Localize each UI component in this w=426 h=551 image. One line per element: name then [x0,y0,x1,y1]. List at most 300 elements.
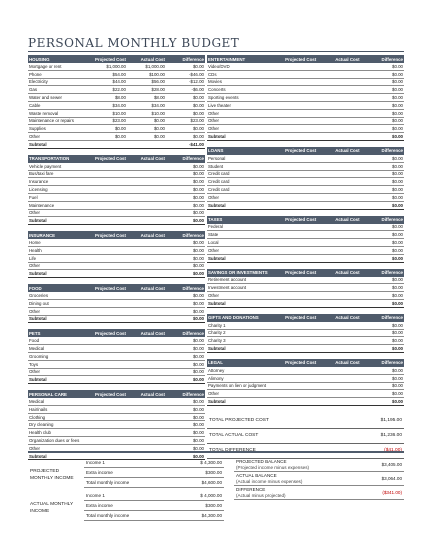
difference: $0.00 [192,300,204,306]
column-header: Projected Cost [285,56,317,62]
difference: $0.00 [392,202,404,208]
subtotal-row [207,133,404,141]
actual-cost: $8.00 [153,95,165,101]
section-header [28,155,205,163]
difference: $0.00 [192,210,204,216]
difference: $0.00 [392,163,404,169]
difference: $0.00 [192,194,204,200]
row-label: Mortgage or rent [29,63,62,69]
difference: $0.00 [192,102,204,108]
column-header: Projected Cost [94,232,126,238]
table-row [207,171,404,179]
total-value: $1,236.00 [380,433,402,439]
actual-cost: $10.00 [151,110,165,116]
column-header: Difference [381,217,404,223]
subtotal-row [207,398,404,406]
row-label: Medical [29,346,45,351]
balance-note: (Actual minus projected) [236,492,286,498]
projected-cost: $54.00 [112,71,126,77]
difference: $0.00 [392,285,404,291]
table-row [28,361,205,369]
difference: $0.00 [192,95,204,101]
budget-section-pets [28,329,205,384]
row-label: Electricity [29,79,48,85]
projected-cost: $0.00 [114,126,126,132]
section-header [207,55,404,63]
actual-cost: $56.00 [151,79,165,85]
income-value: $4,600.00 [201,480,222,485]
subtotal-row [28,270,205,278]
budget-section-personal-care [28,390,205,460]
difference: $0.00 [392,277,404,283]
difference: $0.00 [392,87,404,93]
table-row [207,292,404,300]
table-row [28,308,205,316]
row-label: Payments on lien or judgment [208,383,267,389]
subtotal-row [28,217,205,225]
row-label: Licensing [29,187,48,193]
difference: $0.00 [192,422,204,428]
row-label: Other [208,110,219,116]
table-row [28,247,205,255]
column-header: Actual Cost [335,148,360,154]
table-row [207,390,404,398]
table-row [28,163,205,171]
table-row [207,155,404,163]
difference: -$46.00 [189,71,204,77]
column-header: Projected Cost [285,148,317,154]
column-header: Projected Cost [285,217,317,223]
table-row [207,94,404,102]
difference: $0.00 [392,398,404,404]
column-header: Projected Cost [94,285,126,291]
difference: $0.00 [392,171,404,177]
table-row [207,247,404,255]
table-row [28,171,205,179]
total-value: $1,195.00 [380,418,402,424]
row-label: Charity 2 [208,330,226,336]
table-row [28,125,205,133]
row-label: State [208,232,219,238]
projected-cost: $22.00 [112,87,126,93]
table-row [207,63,404,71]
table-row [28,292,205,300]
difference: $0.00 [192,361,204,367]
row-label: Life [29,255,37,261]
subtotal-row [28,141,205,149]
column-header: Difference [381,56,404,62]
row-label: Cable [29,102,41,108]
income-label: Extra income [86,470,113,475]
column-header: Projected Cost [285,360,317,366]
column-header: Difference [182,285,204,291]
budget-section-savings-or-investments [207,269,404,308]
row-label: Other [29,210,40,216]
section-title: INSURANCE [29,232,56,238]
projected-label-line2: MONTHLY INCOME [30,476,74,481]
section-header [28,329,205,337]
income-label: Total monthly income [86,480,130,485]
balance-note: (Projected income minus expenses) [236,464,310,470]
balance-row [234,472,404,486]
summary-divider [28,451,404,453]
left-column [28,55,205,466]
difference: $0.00 [192,398,204,404]
difference: $0.00 [192,453,204,459]
section-header [28,390,205,398]
income-row [84,468,224,478]
budget-section-insurance [28,231,205,278]
column-header: Difference [182,56,204,62]
difference: $0.00 [392,95,404,101]
difference: $0.00 [392,247,404,253]
column-header: Difference [182,156,204,162]
difference: $0.00 [192,406,204,412]
table-row [207,178,404,186]
income-row [84,491,224,501]
difference: $0.00 [192,110,204,116]
difference: $0.00 [392,322,404,328]
row-label: Fuel [29,194,38,200]
table-row [28,79,205,87]
row-label: Home [29,240,41,246]
table-row [207,322,404,330]
difference: $0.00 [192,202,204,208]
row-label: Other [29,369,40,375]
table-row [28,239,205,247]
difference: $0.00 [392,391,404,397]
difference: $0.00 [192,353,204,359]
column-header: Actual Cost [335,315,360,321]
table-row [207,125,404,133]
row-label: Other [208,118,219,124]
row-label: Other [208,194,219,200]
row-label: Personal [208,155,226,161]
table-row [28,353,205,361]
row-label: Retirement account [208,277,247,283]
row-label: Maintenance or repairs [29,118,74,124]
row-label: Credit card [208,179,230,185]
column-header: Actual Cost [140,56,165,62]
income-row [84,458,224,468]
table-row [207,239,404,247]
difference: $0.00 [392,155,404,161]
difference: -$6.00 [191,87,204,93]
row-label: Subtotal [208,134,226,140]
table-row [28,186,205,194]
difference: $0.00 [392,300,404,306]
row-label: Other [208,391,219,397]
table-row [207,110,404,118]
row-label: Concerts [208,87,226,93]
row-label: Other [208,126,219,132]
difference: $0.00 [192,218,204,224]
row-label: Other [29,445,40,451]
column-header: Difference [182,330,204,336]
section-title: TRANSPORTATION [29,156,70,162]
table-row [207,231,404,239]
section-header [207,216,404,224]
row-label: Supplies [29,126,46,132]
table-row [28,398,205,406]
balance-row [234,458,404,472]
row-label: Subtotal [208,202,226,208]
row-label: Other [208,293,219,299]
row-label: Sporting events [208,95,239,101]
row-label: Health [29,247,42,253]
balance-label [234,487,360,498]
difference: $0.00 [392,187,404,193]
section-header [28,284,205,292]
balance-title: PROJECTED BALANCE [236,459,287,464]
difference: $0.00 [192,346,204,351]
difference: $0.00 [392,194,404,200]
difference: $0.00 [192,247,204,253]
subtotal-row [207,300,404,308]
budget-section-loans [207,147,404,210]
column-header: Actual Cost [335,270,360,276]
income-row [84,478,224,488]
subtotal-row [207,345,404,353]
row-label: Other [29,308,40,314]
row-label: Subtotal [208,398,226,404]
projected-income-label [30,468,82,482]
column-header: Projected Cost [285,270,317,276]
row-label: Student [208,163,224,169]
column-header: Projected Cost [94,56,126,62]
table-row [28,102,205,110]
row-label: Phone [29,71,42,77]
section-title: GIFTS AND DONATIONS [208,315,259,321]
table-row [207,102,404,110]
column-header: Actual Cost [140,285,165,291]
balance-title: DIFFERENCE [236,487,266,492]
total-label: TOTAL ACTUAL COST [209,433,259,439]
section-header [207,359,404,367]
actual-label-line1: ACTUAL MONTHLY [30,502,74,507]
row-label: Charity 1 [208,322,226,328]
difference: $0.00 [392,179,404,185]
row-label: Toys [29,361,39,367]
section-title: FOOD [29,285,42,291]
difference: -$12.00 [189,79,204,85]
table-row [207,383,404,391]
projected-cost: $1,000.00 [106,63,126,69]
table-row [28,210,205,218]
projected-cost: $23.00 [112,118,126,124]
difference: $0.00 [392,367,404,373]
row-label: Alimony [208,375,224,381]
difference: $0.00 [392,126,404,132]
row-label: Medical [29,398,45,404]
table-row [28,337,205,345]
budget-section-housing [28,55,205,149]
row-label: Charity 3 [208,338,226,344]
column-header: Actual Cost [140,232,165,238]
section-title: SAVINGS OR INVESTMENTS [208,270,268,276]
projected-cost: $44.00 [112,79,126,85]
table-row [28,406,205,414]
difference: $0.00 [192,63,204,69]
table-row [28,110,205,118]
row-label: Subtotal [29,453,47,459]
difference: $0.00 [192,308,204,314]
table-row [28,263,205,271]
row-label: Dining out [29,300,49,306]
difference: $0.00 [392,63,404,69]
section-header [207,147,404,155]
column-header: Projected Cost [285,315,317,321]
row-label: Clothing [29,414,46,420]
difference: $0.00 [192,179,204,185]
difference: $0.00 [192,163,204,169]
table-row [28,414,205,422]
row-label: Credit card [208,187,230,193]
column-header: Difference [381,270,404,276]
right-column [207,55,404,459]
section-title: TAXES [208,217,223,223]
table-row [28,202,205,210]
difference: $0.00 [192,255,204,261]
balance-row [234,486,404,500]
table-row [28,118,205,126]
table-row [28,437,205,445]
difference: -$41.00 [189,141,204,147]
table-row [207,337,404,345]
actual-label-line2: INCOME [30,509,50,514]
difference: $0.00 [192,134,204,140]
row-label: Subtotal [29,271,47,277]
balance-note: (Actual income minus expenses) [236,478,303,484]
actual-income-lines [84,491,224,521]
column-header: Actual Cost [140,156,165,162]
difference: $0.00 [392,102,404,108]
table-row [28,429,205,437]
table-row [28,421,205,429]
projected-cost: $0.00 [114,134,126,140]
projected-cost: $10.00 [112,110,126,116]
row-label: Other [29,134,40,140]
row-label: Maintenance [29,202,55,208]
section-title: PETS [29,330,41,336]
difference: $0.00 [192,126,204,132]
row-label: Subtotal [29,377,47,383]
row-label: Other [29,263,40,269]
row-label: Subtotal [29,141,47,147]
row-label: Waste removal [29,110,59,116]
difference: $0.00 [392,383,404,389]
difference: $0.00 [192,445,204,451]
table-row [28,255,205,263]
income-value: $ 4,000.00 [200,493,222,498]
balance-value: $3,064.00 [381,476,402,481]
column-header: Projected Cost [94,330,126,336]
difference: $0.00 [192,293,204,299]
section-title: LEGAL [208,360,223,366]
income-label: Income 1 [86,460,105,465]
table-row [28,86,205,94]
difference: $0.00 [392,118,404,124]
actual-cost: $100.00 [149,71,165,77]
subtotal-row [28,376,205,384]
section-title: HOUSING [29,56,50,62]
table-row [207,71,404,79]
row-label: Hair/nails [29,406,48,412]
row-label: Movies [208,79,222,85]
table-row [207,186,404,194]
table-row [28,71,205,79]
table-row [207,163,404,171]
actual-cost: $0.00 [153,134,165,140]
column-header: Projected Cost [94,391,126,397]
table-row [207,86,404,94]
difference: $0.00 [392,134,404,140]
table-row [207,330,404,338]
row-label: Local [208,240,219,246]
table-row [28,300,205,308]
actual-cost: $28.00 [151,87,165,93]
income-label: Total monthly income [86,513,130,518]
section-header [28,231,205,239]
table-row [28,133,205,141]
row-label: Dry cleaning [29,422,54,428]
table-row [207,224,404,232]
row-label: CDs [208,71,217,77]
row-label: Attorney [208,367,225,373]
total-row [207,429,404,444]
actual-cost: $1,000.00 [145,63,165,69]
column-header: Difference [381,315,404,321]
row-label: Credit card [208,171,230,177]
row-label: Health club [29,430,51,436]
row-label: Grooming [29,353,49,359]
balance-value: ($341.00) [382,490,402,495]
income-value: $ 4,300.00 [200,460,222,465]
difference: $0.00 [392,79,404,85]
table-row [207,277,404,285]
table-row [207,79,404,87]
income-label: Income 1 [86,493,105,498]
column-header: Difference [381,148,404,154]
table-row [28,194,205,202]
difference: $0.00 [392,330,404,336]
column-header: Difference [182,232,204,238]
table-row [207,367,404,375]
actual-cost: $0.00 [153,118,165,124]
difference: $0.00 [192,240,204,246]
table-row [207,375,404,383]
page-title: PERSONAL MONTHLY BUDGET [28,36,240,50]
projected-cost: $8.00 [114,95,126,101]
row-label: Gas [29,87,38,93]
row-label: Bus/taxi fare [29,171,54,177]
row-label: Subtotal [208,346,226,351]
column-header: Difference [182,391,204,397]
balance-value: $3,405.00 [381,462,402,467]
row-label: Video/DVD [208,63,230,69]
difference: $0.00 [192,187,204,193]
column-header: Difference [381,360,404,366]
income-row [84,511,224,521]
balance-label [234,473,360,484]
difference: $0.00 [392,240,404,246]
actual-cost: $0.00 [153,126,165,132]
row-label: Federal [208,224,223,230]
projected-income-lines [84,458,224,488]
table-row [28,178,205,186]
column-header: Actual Cost [335,56,360,62]
row-label: Live theater [208,102,231,108]
